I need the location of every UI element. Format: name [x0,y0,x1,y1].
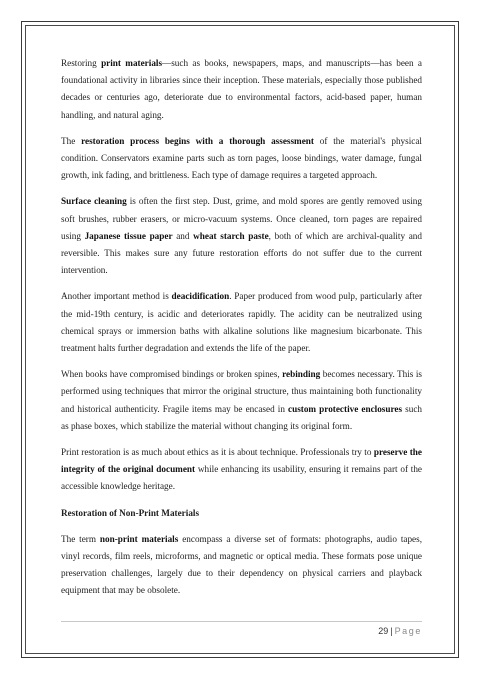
text-run: while enhancing its usability, ensuring it remains part of the accessible knowledge heritage. [61,464,422,492]
text-run: is often the first step. Dust, grime, and mold spores are gently removed using soft brushes, rubber erasers, or micro-vacuum systems. Once cleaned, torn pages are repaired using [61,196,422,241]
text-run: , both of which are archival-quality and reversible. This makes sure any future restoration efforts do not suffer due to the current intervention. [61,230,422,276]
bold-text: custom protective enclosures [288,403,403,414]
footer-rule [61,621,422,622]
text-run: of the material's physical condition. Conservators examine parts such as torn pages, loose bindings, water damage, fungal growth, ink fading, and brittleness. Each type of damage requires a targeted approach. [61,135,422,181]
bold-text: restoration process begins with a thorough assessment [81,135,314,146]
paragraph [61,444,422,496]
bold-text: rebinding [282,369,321,380]
text-run: Restoring [61,58,102,68]
text-run: encompass a diverse set of formats: photographs, audio tapes, vinyl records, film reels, microforms, and magnetic or optical media. These formats pose unique preservation challenges, largely due to their dependency on physical carriers and playback equipment that may be obsolete. [61,533,422,596]
paragraph [61,366,422,435]
paragraph [61,288,422,357]
bold-text: non-print materials [99,533,179,544]
body-paragraphs-after-heading [61,531,422,600]
body-paragraphs [61,55,422,496]
text-run: becomes necessary. This is performed using techniques that mirror the original structure, thus maintaining both functionality and historical authenticity. Fragile items may be encased in [61,369,422,414]
page-body [61,55,422,609]
text-run: The term [61,533,100,544]
bold-text: print materials [101,58,163,68]
text-run: Another important method is [61,291,172,302]
page-footer [378,626,422,636]
bold-text: wheat starch paste [193,230,269,241]
bold-text: Surface cleaning [61,196,127,207]
paragraph [61,193,422,279]
text-run: such as phase boxes, which stabilize the material without changing its original form. [61,403,422,431]
paragraph [61,55,422,124]
footer-separator: | [390,626,393,636]
text-run: and [172,230,194,241]
text-run: The [61,135,82,146]
text-run: . Paper produced from wood pulp, particularly after the mid-19th century, is acidic and deteriorates rapidly. The acidity can be neutralized using chemical sprays or immersion baths with alkaline solutions like magnesium bicarbonate. This treatment halts further degradation and extends the life of the paper. [61,291,423,354]
page-number: 29 [378,626,389,636]
bold-text: Japanese tissue paper [84,230,173,241]
bold-text: preserve the integrity of the original document [61,447,422,475]
bold-text: deacidification [171,291,230,302]
paragraph [61,531,422,600]
paragraph [61,133,422,185]
page-label: Page [394,626,422,636]
section-heading: Restoration of Non-Print Materials [61,507,200,518]
text-run: —such as books, newspapers, maps, and manuscripts—has been a foundational activity in libraries since their inception. These materials, especially those published decades or centuries ago, deteriorate due to environmental factors, acid-based paper, human handling, and natural aging. [61,58,422,120]
text-run: Print restoration is as much about ethics as it is about technique. Professionals try to [61,447,374,458]
text-run: When books have compromised bindings or broken spines, [61,369,283,380]
